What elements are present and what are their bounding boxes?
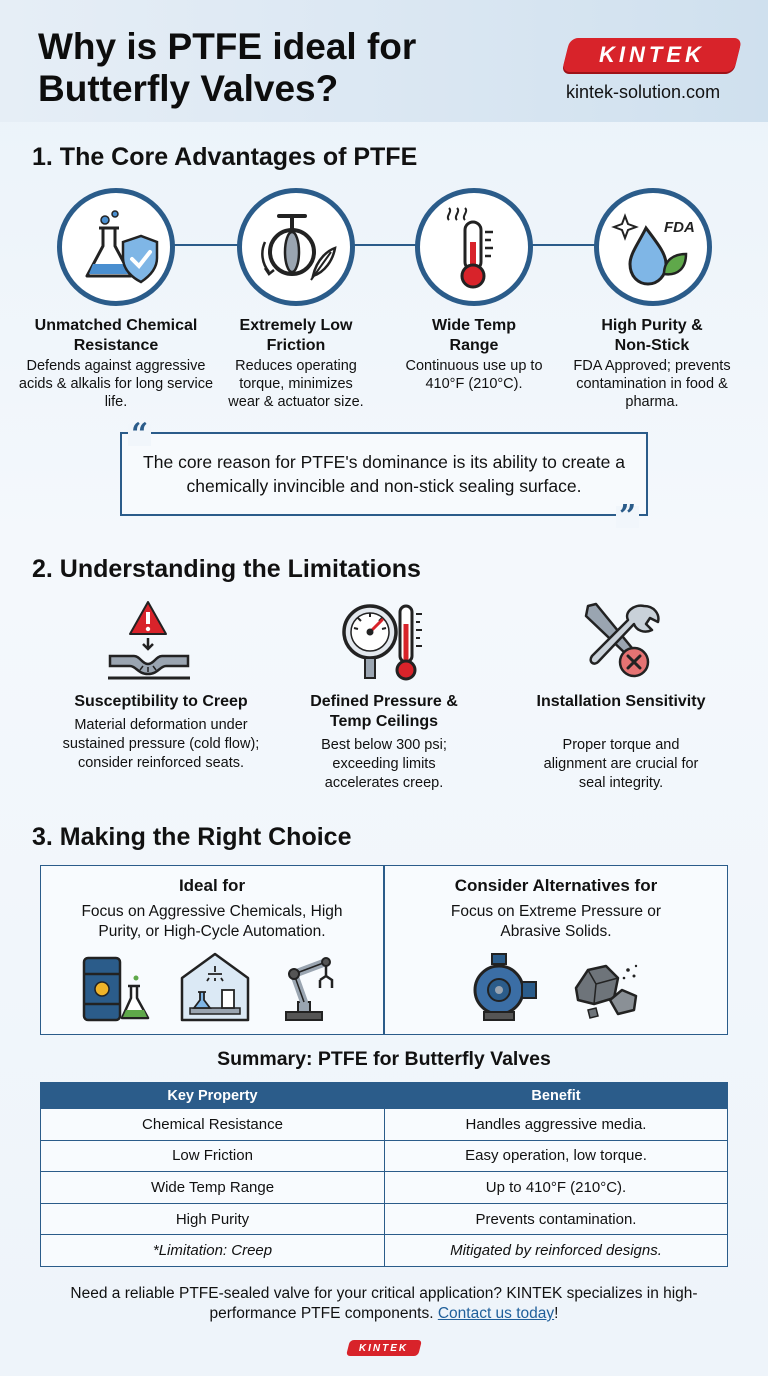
table-cell: Chemical Resistance (41, 1109, 385, 1141)
limitation-title: Defined Pressure & Temp Ceilings (310, 693, 458, 730)
summary-table (40, 1082, 728, 1267)
abrasive-rocks-icon (570, 950, 644, 1024)
industrial-pump-icon (466, 950, 540, 1024)
limitation-title: Installation Sensitivity (536, 693, 706, 710)
table-cell: Low Friction (41, 1140, 385, 1172)
table-cell: Prevents contamination. (385, 1203, 728, 1235)
chemical-barrel-icon (80, 950, 154, 1024)
footer-logo[interactable] (346, 1340, 422, 1356)
section-title-limitations: 2. Understanding the Limitations (32, 555, 421, 583)
table-row (41, 1109, 728, 1141)
table-row (41, 1203, 728, 1235)
valve-feather-icon (237, 188, 355, 306)
advantage-card (552, 316, 752, 411)
section-title-choice: 3. Making the Right Choice (32, 823, 352, 851)
column-header: Key Property (41, 1083, 385, 1109)
table-cell: Easy operation, low torque. (385, 1140, 728, 1172)
advantage-card (16, 316, 216, 411)
table-cell: Up to 410°F (210°C). (385, 1172, 728, 1204)
limitation-card (269, 692, 499, 793)
ideal-column (42, 876, 382, 942)
ideal-desc: Focus on Aggressive Chemicals, High Purity, or High-Cycle Automation. (81, 903, 343, 940)
choice-divider (383, 865, 385, 1035)
quote-box (120, 432, 648, 516)
fda-badge: FDA (664, 219, 695, 236)
advantage-card (196, 316, 396, 411)
footer-logo-text: KINTEK (359, 1342, 409, 1354)
alternatives-column (386, 876, 726, 942)
advantage-desc: Continuous use up to 410°F (210°C). (405, 358, 543, 392)
alternatives-title: Consider Alternatives for (454, 876, 658, 895)
contact-link[interactable]: Contact us today (437, 1305, 555, 1322)
advantage-card (374, 316, 574, 393)
gauge-thermometer-icon (340, 600, 430, 684)
thermometer-icon (415, 188, 533, 306)
advantage-title: Unmatched Chemical Resistance (34, 317, 198, 354)
page-title: Why is PTFE ideal for Butterfly Valves? (38, 26, 417, 109)
connector-line (120, 244, 650, 246)
advantage-title: Wide Temp Range (431, 317, 516, 354)
table-cell: Mitigated by reinforced designs. (385, 1235, 728, 1267)
quote-open-mark: “ (128, 424, 151, 446)
advantage-desc: FDA Approved; prevents contamination in food & pharma. (573, 358, 731, 410)
advantage-desc: Reduces operating torque, minimizes wear & actuator size. (228, 358, 364, 410)
robot-arm-icon (274, 950, 348, 1024)
limitation-desc: Proper torque and alignment are crucial for seal integrity. (543, 737, 699, 791)
logo-text: KINTEK (599, 42, 705, 67)
cta-end: ! (554, 1305, 559, 1322)
alternatives-desc: Focus on Extreme Pressure or Abrasive Solids. (450, 903, 662, 940)
kintek-logo[interactable] (562, 38, 742, 72)
limitation-desc: Best below 300 psi; exceeding limits accelerates creep. (321, 737, 447, 791)
table-row (41, 1172, 728, 1204)
summary-title: Summary: PTFE for Butterfly Valves (217, 1048, 551, 1070)
table-cell: Handles aggressive media. (385, 1109, 728, 1141)
table-row (41, 1235, 728, 1267)
limitation-desc: Material deformation under sustained pressure (cold flow); consider reinforced seats. (62, 717, 260, 771)
table-header-row (41, 1083, 728, 1109)
advantage-title: High Purity & Non-Stick (601, 317, 703, 354)
column-header: Benefit (385, 1083, 728, 1109)
limitation-title: Susceptibility to Creep (74, 693, 248, 710)
cleanroom-lab-icon (178, 950, 252, 1024)
advantage-title: Extremely Low Friction (239, 317, 353, 354)
droplet-fda-icon (594, 188, 712, 306)
quote-close-mark: ” (616, 506, 639, 528)
quote-text: The core reason for PTFE's dominance is its ability to create a chemically invincible and non-stick sealing surface. (143, 452, 625, 496)
limitation-card (506, 692, 736, 793)
table-cell: *Limitation: Creep (41, 1235, 385, 1267)
table-cell: Wide Temp Range (41, 1172, 385, 1204)
cta-text: Need a reliable PTFE-sealed valve for your critical application? KINTEK specializes in high-performance PTFE components. (70, 1285, 698, 1322)
ideal-title: Ideal for (178, 876, 246, 895)
table-cell: High Purity (41, 1203, 385, 1235)
creep-warning-icon (104, 600, 194, 684)
site-url[interactable]: kintek-solution.com (566, 82, 721, 102)
call-to-action (40, 1284, 728, 1324)
section-title-advantages: 1. The Core Advantages of PTFE (32, 143, 418, 171)
limitation-card (46, 692, 276, 773)
table-row (41, 1140, 728, 1172)
flask-shield-icon (57, 188, 175, 306)
advantage-desc: Defends against aggressive acids & alkalis for long service life. (18, 358, 214, 410)
tools-error-icon (578, 600, 668, 684)
